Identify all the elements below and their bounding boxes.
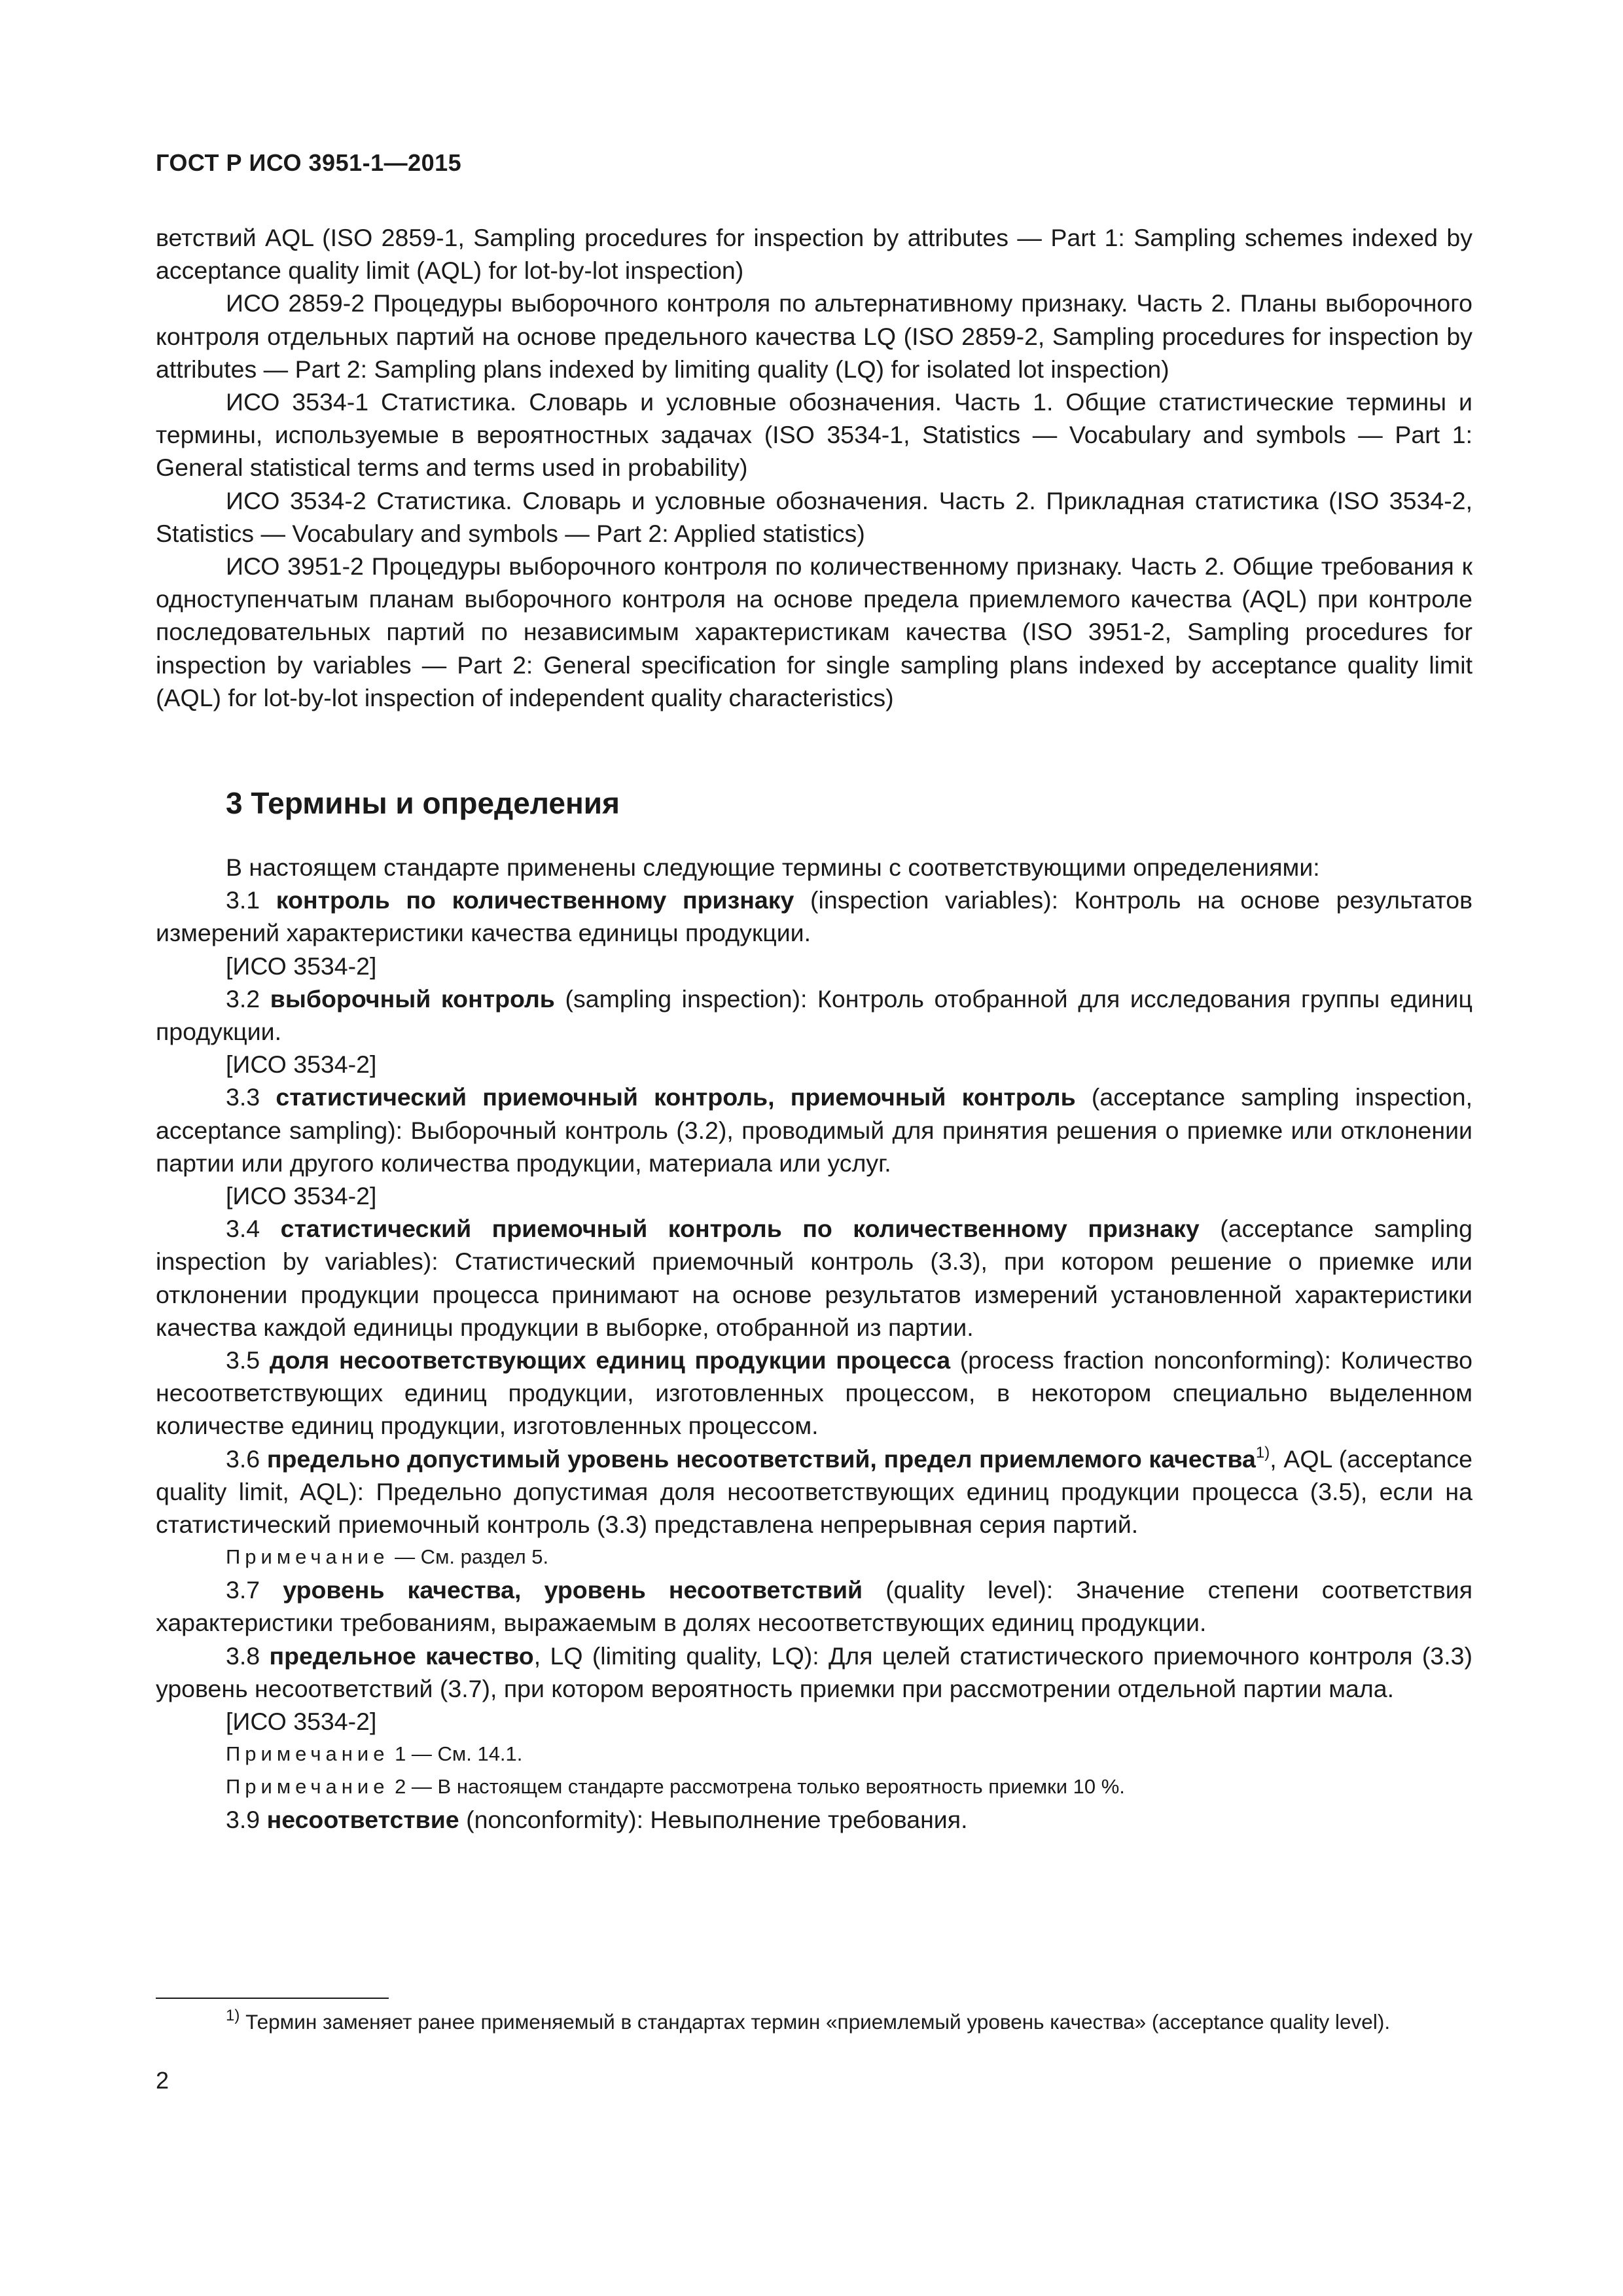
term-number: 3.4 <box>226 1215 260 1243</box>
reference-paragraph: ИСО 3951-2 Процедуры выборочного контроля по количественному признаку. Часть 2. Общие требования к одноступенчатым планам выборочного контроля на основе предела приемлемого качества (AQL) при контроле последовательных партий по независимым характеристикам качества (ISO 3951-2, Sampling procedures for inspection by variables — Part 2: General specification for single sampling plans indexed by acceptance quality limit (AQL) for lot-by-lot inspection of independent quality characteristics) <box>156 552 1472 711</box>
note <box>156 1738 1472 1770</box>
note <box>156 1770 1472 1803</box>
term-text: , AQL (acceptance quality limit, AQL): Предельно допустимая доля несоответствующих единиц продукции процесса (3.5), если на статистический приемочный контроль (3.3) представлена непрерывная серия партий. <box>156 1444 1472 1539</box>
reference-paragraph: ветствий AQL (ISO 2859-1, Sampling procedures for inspection by attributes — Part 1: Sampling schemes indexed by acceptance quality limit (AQL) for lot-by-lot inspection) <box>156 224 1472 285</box>
term-text: , LQ (limiting quality, LQ): Для целей статистического приемочного контроля (3.3) уровень несоответствий (3.7), при котором вероятность приемки при рассмотрении отдельной партии мала. <box>156 1641 1472 1702</box>
term-name: несоответствие <box>266 1806 459 1834</box>
term-text: (inspection variables): Контроль на основе результатов измерений характеристики качества единицы продукции. <box>156 886 1472 947</box>
footnote-text: Термин заменяет ранее применяемый в стандартах термин «приемлемый уровень качества» (acceptance quality level). <box>245 2010 1391 2034</box>
term-definition <box>156 1081 1472 1179</box>
term-name: статистический приемочный контроль по количественному признаку <box>280 1215 1200 1243</box>
note-label: Примечание <box>226 1742 389 1766</box>
term-name: предельно допустимый уровень несоответствий, предел приемлемого качества <box>266 1444 1256 1473</box>
references-block <box>156 221 1472 714</box>
term-definition <box>156 1640 1472 1705</box>
note-label: Примечание <box>226 1775 389 1799</box>
footnote <box>156 2008 1472 2036</box>
page-number: 2 <box>156 2067 169 2094</box>
footnote-mark: 1) <box>226 2007 240 2024</box>
section-intro: В настоящем стандарте применены следующие термины с соответствующими определениями: <box>226 853 1320 881</box>
reference-paragraph: ИСО 2859-2 Процедуры выборочного контроля по альтернативному признаку. Часть 2. Планы выборочного контроля отдельных партий на основе предельного качества LQ (ISO 2859-2, Sampling procedures for inspection by attributes — Part 2: Sampling plans indexed by limiting quality (LQ) for isolated lot inspection) <box>156 289 1472 383</box>
note-text: — См. раздел 5. <box>395 1545 549 1569</box>
term-text: (process fraction nonconforming): Количество несоответствующих единиц продукции, изготовленных процессом, в некотором специально выделенном количестве единиц продукции, изготовленных процессом. <box>156 1346 1472 1440</box>
term-source: [ИСО 3534-2] <box>226 1708 377 1736</box>
term-definition <box>156 982 1472 1048</box>
term-number: 3.8 <box>226 1641 260 1670</box>
term-definition <box>156 1443 1472 1541</box>
reference-paragraph: ИСО 3534-2 Статистика. Словарь и условные обозначения. Часть 2. Прикладная статистика (ISO 3534-2, Statistics — Vocabulary and symbols — Part 2: Applied statistics) <box>156 486 1472 547</box>
term-number: 3.2 <box>226 984 260 1013</box>
term-definition <box>156 1573 1472 1639</box>
term-name: доля несоответствующих единиц продукции процесса <box>269 1346 951 1374</box>
section-title: 3 Термины и определения <box>226 786 620 820</box>
term-number: 3.9 <box>226 1806 260 1834</box>
term-source: [ИСО 3534-2] <box>226 952 377 980</box>
note-text: 2 — В настоящем стандарте рассмотрена только вероятность приемки 10 %. <box>395 1775 1125 1799</box>
term-definition <box>156 1803 1472 1836</box>
term-definition <box>156 884 1472 949</box>
term-text: (quality level): Значение степени соответствия характеристики требованиям, выражаемым в долях несоответствующих единиц продукции. <box>156 1576 1473 1637</box>
term-source: [ИСО 3534-2] <box>226 1050 377 1079</box>
footnote-divider <box>156 1998 389 1999</box>
term-name: контроль по количественному признаку <box>276 886 794 914</box>
terms-block <box>156 851 1472 1836</box>
note-text: 1 — См. 14.1. <box>395 1742 523 1766</box>
term-definition <box>156 1212 1472 1344</box>
footnote-reference: 1) <box>1255 1443 1270 1462</box>
term-text: (acceptance sampling inspection by variables): Статистический приемочный контроль (3.3), при котором решение о приемке или отклонении продукции процесса принимают на основе результатов измерений установленной характеристики качества каждой единицы продукции в выборке, отобранной из партии. <box>156 1215 1472 1341</box>
term-number: 3.3 <box>226 1083 260 1111</box>
note-label: Примечание <box>226 1545 389 1569</box>
term-number: 3.5 <box>226 1346 260 1374</box>
term-name: выборочный контроль <box>270 984 555 1013</box>
term-number: 3.7 <box>226 1576 260 1604</box>
term-definition <box>156 1344 1472 1443</box>
term-text: (acceptance sampling inspection, acceptance sampling): Выборочный контроль (3.2), проводимый для принятия решения о приемке или отклонении партии или другого количества продукции, материала или услуг. <box>156 1083 1472 1177</box>
term-name: предельное качество <box>269 1641 534 1670</box>
reference-paragraph: ИСО 3534-1 Статистика. Словарь и условные обозначения. Часть 1. Общие статистические термины и термины, используемые в вероятностных задачах (ISO 3534-1, Statistics — Vocabulary and symbols — Part 1: General statistical terms and terms used in probability) <box>156 388 1472 482</box>
page-header: ГОСТ Р ИСО 3951-1—2015 <box>156 149 462 176</box>
term-name: статистический приемочный контроль, приемочный контроль <box>276 1083 1076 1111</box>
term-text: (nonconformity): Невыполнение требования. <box>466 1806 968 1834</box>
term-number: 3.1 <box>226 886 260 914</box>
term-source: [ИСО 3534-2] <box>226 1182 377 1210</box>
term-text: (sampling inspection): Контроль отобранной для исследования группы единиц продукции. <box>156 984 1472 1046</box>
term-number: 3.6 <box>226 1444 260 1473</box>
note <box>156 1541 1472 1573</box>
term-name: уровень качества, уровень несоответствий <box>283 1576 863 1604</box>
